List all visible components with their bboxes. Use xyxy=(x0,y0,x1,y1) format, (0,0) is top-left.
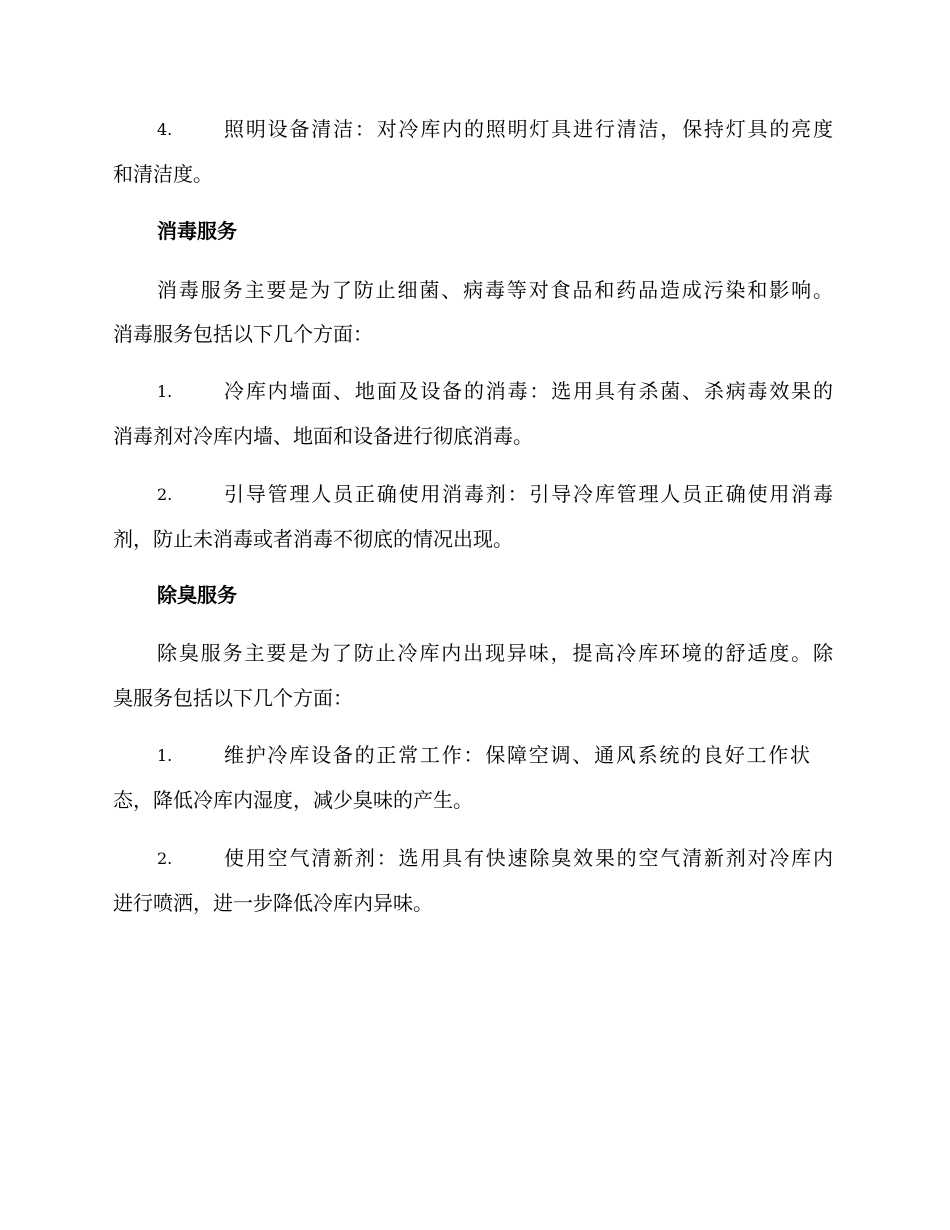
list-item-text-line: 使用空气清新剂：选用具有快速除臭效果的空气清新剂对冷库内 xyxy=(224,846,833,870)
paragraph-line: 臭服务包括以下几个方面： xyxy=(113,686,353,710)
list-item-text-line: 和清洁度。 xyxy=(113,162,213,186)
list-item-text-line: 进行喷洒，进一步降低冷库内异味。 xyxy=(113,891,433,915)
list-item-text-line: 消毒剂对冷库内墙、地面和设备进行彻底消毒。 xyxy=(113,424,533,448)
list-item-number: 1. xyxy=(157,746,173,765)
list-item-text-line: 维护冷库设备的正常工作：保障空调、通风系统的良好工作状 xyxy=(224,743,810,767)
paragraph-line: 消毒服务主要是为了防止细菌、病毒等对食品和药品造成污染和影响。 xyxy=(157,278,833,302)
paragraph-line: 消毒服务包括以下几个方面： xyxy=(113,322,373,346)
list-item-number: 2. xyxy=(157,849,173,868)
section-heading-deodorization: 除臭服务 xyxy=(157,583,237,607)
list-item-text-line: 照明设备清洁：对冷库内的照明灯具进行清洁，保持灯具的亮度 xyxy=(224,117,833,141)
list-item-text-line: 引导管理人员正确使用消毒剂：引导冷库管理人员正确使用消毒 xyxy=(224,482,833,506)
paragraph-line: 除臭服务主要是为了防止冷库内出现异味，提高冷库环境的舒适度。除 xyxy=(157,641,833,665)
list-item-number: 1. xyxy=(157,382,173,401)
list-item-text-line: 剂，防止未消毒或者消毒不彻底的情况出现。 xyxy=(113,527,513,551)
list-item-text-line: 态，降低冷库内湿度，减少臭味的产生。 xyxy=(113,788,473,812)
list-item-number: 2. xyxy=(157,485,173,504)
list-item-text-line: 冷库内墙面、地面及设备的消毒：选用具有杀菌、杀病毒效果的 xyxy=(224,379,833,403)
list-item-number: 4. xyxy=(157,120,173,139)
section-heading-disinfection: 消毒服务 xyxy=(157,219,237,243)
